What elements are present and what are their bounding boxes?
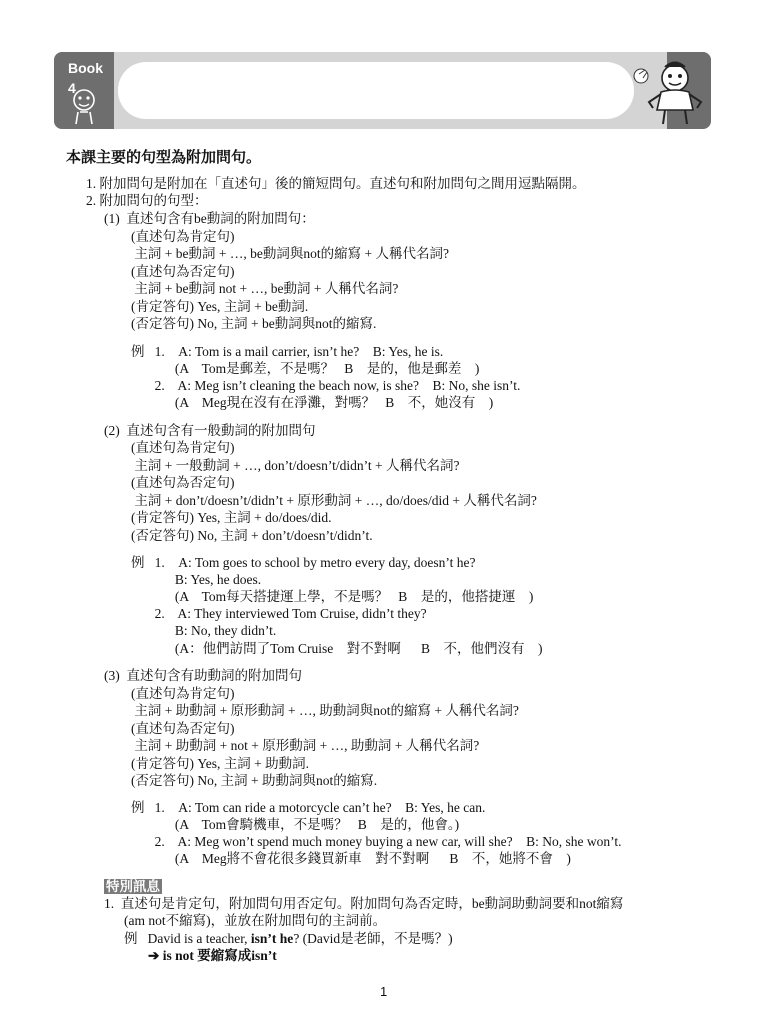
section-1-line: (否定答句) No, 主詞 + be動詞與not的縮寫. bbox=[131, 316, 377, 331]
section-2-line: (否定答句) No, 主詞 + don’t/doesn’t/didn’t. bbox=[131, 528, 373, 543]
mascot-right-icon bbox=[631, 56, 709, 128]
special-example-prefix: 例 David is a teacher, bbox=[124, 931, 251, 946]
special-example-suffix: ? (David是老師，不是嗎？) bbox=[293, 931, 453, 946]
example-line: 例 1. A: Tom goes to school by metro every day, doesn’t he? bbox=[131, 555, 476, 570]
example-line: (A：他們訪問了Tom Cruise 對不對啊 B 不，他們沒有 ) bbox=[131, 641, 543, 656]
section-3-line: (否定答句) No, 主詞 + 助動詞與not的縮寫. bbox=[131, 773, 378, 788]
intro-num: 2. bbox=[86, 193, 97, 208]
special-note bbox=[148, 947, 277, 964]
special-item-1-cont: (am not不縮寫)，並放在附加問句的主詞前。 bbox=[124, 913, 387, 928]
book-tab bbox=[54, 52, 114, 129]
section-3-line: (直述句為肯定句) bbox=[131, 686, 235, 701]
section-3-line: (直述句為否定句) bbox=[131, 721, 235, 736]
intro-text: 附加問句的句型： bbox=[99, 193, 208, 208]
section-1-line: 主詞 + be動詞 not + …, be動詞 + 人稱代名詞? bbox=[131, 281, 399, 296]
lesson-heading: 本課主要的句型為附加問句。 bbox=[66, 150, 262, 166]
special-badge: 特別訊息 bbox=[106, 879, 160, 894]
section-2-line: (肯定答句) Yes, 主詞 + do/does/did. bbox=[131, 510, 332, 525]
example-line: (A Meg現在沒有在淨灘，對嗎？ B 不，她沒有 ) bbox=[131, 395, 494, 410]
example-line: 2. A: Meg won’t spend much money buying a new car, will she? B: No, she won’t. bbox=[131, 834, 622, 849]
section-1-line: (直述句為否定句) bbox=[131, 264, 235, 279]
title-pill bbox=[118, 62, 634, 119]
special-item-1 bbox=[104, 895, 623, 912]
section-1-line: (肯定答句) Yes, 主詞 + be動詞. bbox=[131, 299, 309, 314]
book-label: Book bbox=[68, 60, 103, 76]
section-1-title: (1) 直述句含有be動詞的附加問句： bbox=[104, 211, 315, 226]
intro-item-1 bbox=[86, 175, 586, 192]
intro-num: 1. bbox=[86, 176, 97, 191]
intro-text: 附加問句是附加在「直述句」後的簡短問句。直述句和附加問句之間用逗點隔開。 bbox=[99, 176, 586, 191]
example-line: (A Meg將不會花很多錢買新車 對不對啊 B 不，她將不會 ) bbox=[131, 851, 571, 866]
intro-item-2 bbox=[86, 192, 208, 209]
example-line: 例 1. A: Tom can ride a motorcycle can’t he? B: Yes, he can. bbox=[131, 800, 486, 815]
section-2-line: (直述句為肯定句) bbox=[131, 440, 235, 455]
special-text: 直述句是肯定句，附加問句用否定句。附加問句為否定時，be動詞助動詞要和not縮寫 bbox=[120, 896, 624, 911]
section-1-line: 主詞 + be動詞 + …, be動詞與not的縮寫 + 人稱代名詞? bbox=[131, 246, 449, 261]
section-3-line: 主詞 + 助動詞 + 原形動詞 + …, 助動詞與not的縮寫 + 人稱代名詞? bbox=[131, 703, 519, 718]
example-line: 例 1. A: Tom is a mail carrier, isn’t he? B: Yes, he is. bbox=[131, 344, 444, 359]
section-3-line: (肯定答句) Yes, 主詞 + 助動詞. bbox=[131, 756, 309, 771]
section-3-line: 主詞 + 助動詞 + not + 原形動詞 + …, 助動詞 + 人稱代名詞? bbox=[131, 738, 480, 753]
special-example bbox=[124, 930, 453, 947]
section-2-line: (直述句為否定句) bbox=[131, 475, 235, 490]
example-line: (A Tom每天搭捷運上學，不是嗎？ B 是的，他搭捷運 ) bbox=[131, 589, 534, 604]
header-banner bbox=[54, 52, 711, 129]
special-note-text: is not 要縮寫成isn’t bbox=[159, 948, 277, 963]
special-num: 1. bbox=[104, 896, 115, 911]
special-notice-label bbox=[104, 878, 162, 895]
example-line: 2. A: Meg isn’t cleaning the beach now, is she? B: No, she isn’t. bbox=[131, 378, 521, 393]
mascot-left-icon bbox=[66, 82, 102, 126]
arrow-icon: ➔ bbox=[148, 948, 160, 963]
section-1-line: (直述句為肯定句) bbox=[131, 229, 235, 244]
example-line: B: Yes, he does. bbox=[131, 572, 262, 587]
example-line: 2. A: They interviewed Tom Cruise, didn’t they? bbox=[131, 606, 427, 621]
section-3-title: (3) 直述句含有助動詞的附加問句 bbox=[104, 668, 302, 683]
example-line: (A Tom是郵差，不是嗎？ B 是的，他是郵差 ) bbox=[131, 361, 480, 376]
example-line: (A Tom會騎機車，不是嗎？ B 是的，他會。) bbox=[131, 817, 460, 832]
section-2-line: 主詞 + 一般動詞 + …, don’t/doesn’t/didn’t + 人稱代名詞? bbox=[131, 458, 460, 473]
book-number: 4 bbox=[68, 80, 76, 96]
section-2-line: 主詞 + don’t/doesn’t/didn’t + 原形動詞 + …, do/does/did + 人稱代名詞? bbox=[131, 493, 537, 508]
special-example-bold: isn’t he bbox=[250, 931, 294, 946]
example-line: B: No, they didn’t. bbox=[131, 623, 277, 638]
page-number: 1 bbox=[380, 984, 388, 999]
section-2-title: (2) 直述句含有一般動詞的附加問句 bbox=[104, 423, 316, 438]
